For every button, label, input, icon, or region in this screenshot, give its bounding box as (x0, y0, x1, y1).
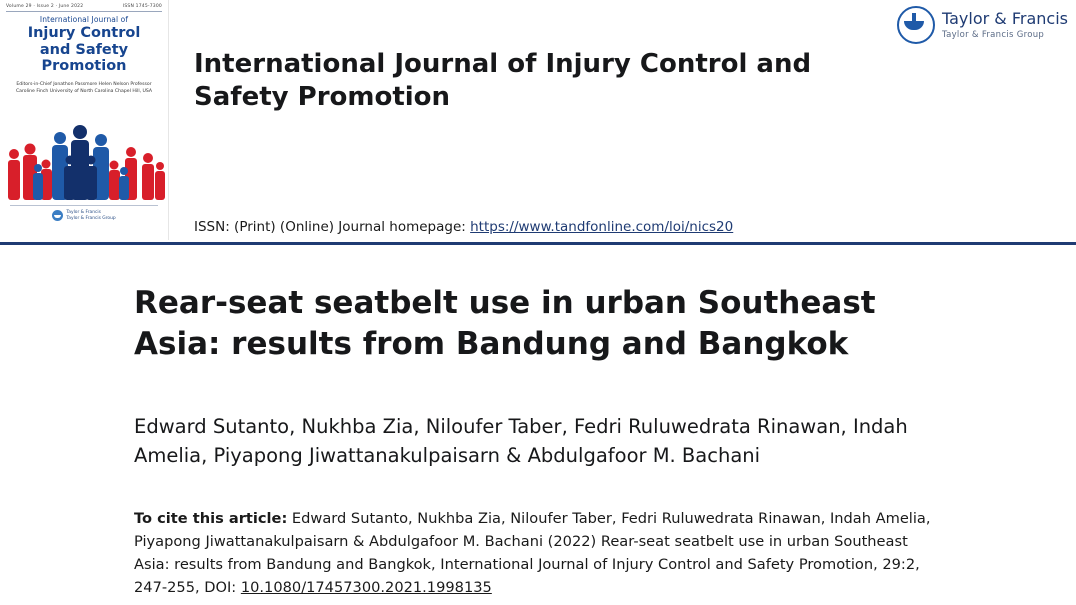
journal-homepage-link[interactable]: https://www.tandfonline.com/loi/nics20 (470, 219, 734, 235)
citation-label: To cite this article: (134, 509, 288, 527)
cover-logo-text: Taylor & Francis (66, 210, 101, 215)
issn-homepage-line (194, 219, 733, 235)
cover-title-line-2: and Safety (39, 41, 129, 58)
cover-issue-meta (6, 4, 162, 9)
article-block (0, 245, 1076, 599)
cover-bottom-divider (10, 205, 158, 206)
journal-header (0, 0, 1076, 245)
cover-title-line-1: Injury Control (27, 25, 141, 42)
citation-text: Edward Sutanto, Nukhba Zia, Niloufer Taber, Fedri Ruluwedrata Rinawan, Indah Amelia, Piyapong Jiwattanakulpaisarn & Abdulgafoor M. Bachani (2022) Rear-seat seatbelt use in urban Southeast Asia: results from Bandung and Bangkok, International Journal of Injury Control and Safety Promotion, 29:2, 247-255, DOI: (134, 509, 931, 596)
issn-label: ISSN: (Print) (Online) Journal homepage: (194, 219, 466, 235)
taylor-francis-circle-icon (52, 210, 63, 221)
article-authors: Edward Sutanto, Nukhba Zia, Niloufer Taber, Fedri Ruluwedrata Rinawan, Indah Amelia, Piyapong Jiwattanakulpaisarn & Abdulgafoor M. Bachani (134, 415, 908, 468)
journal-title: International Journal of Injury Control and Safety Promotion (194, 49, 812, 113)
cover-volume-text: Volume 29 · Issue 2 · June 2022 (6, 4, 84, 9)
cover-silhouette-artwork (0, 108, 168, 200)
cover-issn-text: ISSN 1745-7300 (122, 4, 162, 9)
publisher-group: Taylor & Francis Group (942, 29, 1045, 40)
publisher-name: Taylor & Francis (942, 9, 1068, 29)
cover-editors-text: Editors-in-Chief Jonathon Passmore Helen Nelson Professor Caroline Finch University of North Carolina Chapel Hill, USA (15, 82, 153, 94)
journal-cover-thumbnail (0, 0, 169, 240)
citation-block (134, 507, 934, 599)
cover-title-block (6, 16, 162, 74)
taylor-francis-mark-icon (897, 6, 935, 44)
cover-divider (6, 11, 162, 12)
cover-publisher-logo (0, 210, 168, 221)
publisher-logo (897, 6, 1068, 44)
article-title: Rear-seat seatbelt use in urban Southeast Asia: results from Bandung and Bangkok (134, 285, 876, 363)
cover-logo-subtext: Taylor & Francis Group (66, 215, 116, 221)
cover-small-title: International Journal of (39, 15, 129, 24)
cover-title-line-3: Promotion (41, 57, 127, 74)
doi-link[interactable]: 10.1080/17457300.2021.1998135 (240, 578, 492, 596)
